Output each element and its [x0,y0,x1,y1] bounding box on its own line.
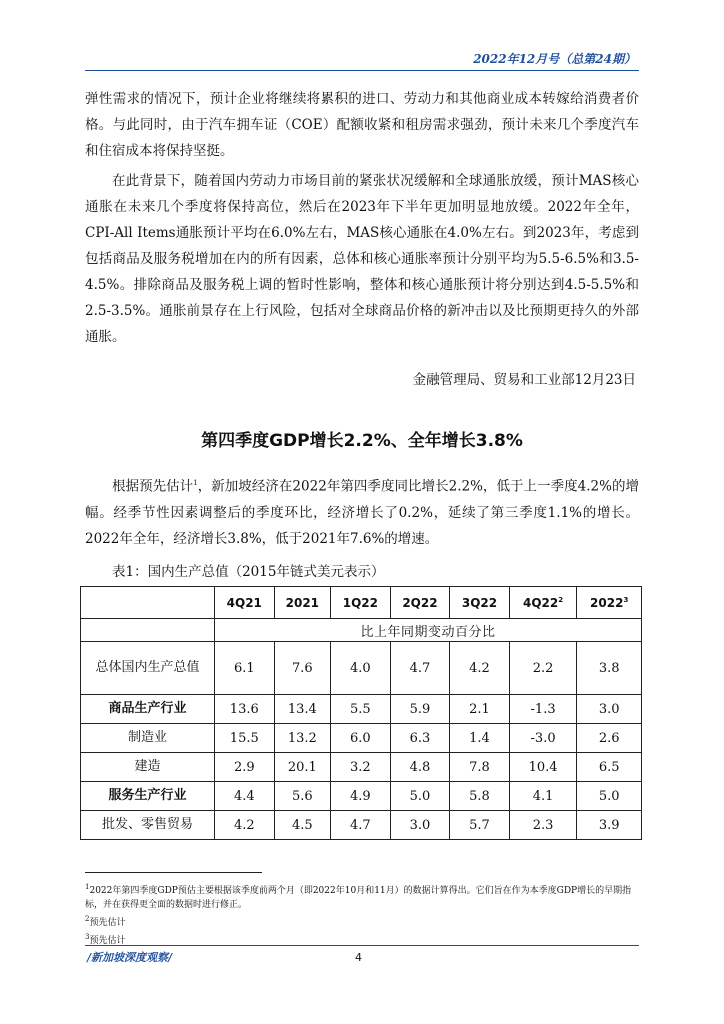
footnote-3: $^3$预先估计 [85,933,126,946]
paragraph-inflation-costs: 弹性需求的情况下，预计企业将继续将累积的进口、劳动力和其他商业成本转嫁给消费者价格。与此同时，由于汽车拥车证（COE）配额收紧和租房需求强劲，预计未来几个季度汽车和住宿成本将保持坚挺。 [85,91,639,159]
table-cell: 4.4 [215,782,275,811]
table-cell: 4.5 [274,811,331,840]
table-cell: 20.1 [274,753,331,782]
publication-brand: /新加坡深度观察/ [87,951,173,964]
footnote-2: $^2$预先估计 [85,915,126,928]
table-cell: 4.2 [215,811,275,840]
table-cell: 6.5 [577,753,642,782]
column-header: 3Q22 [450,587,510,619]
table-row [81,695,642,724]
table-cell: 6.3 [390,724,450,753]
table-cell: 5.0 [577,782,642,811]
table-cell: 5.5 [331,695,391,724]
column-header: 2021 [274,587,331,619]
row-label: 服务生产行业 [81,782,215,811]
table-cell: 4.9 [331,782,391,811]
table-cell: 7.6 [274,642,331,695]
table-cell: 5.9 [390,695,450,724]
table-row [81,642,642,695]
table-cell: 4.2 [450,642,510,695]
table-cell: -3.0 [509,724,577,753]
page-number: 4 [355,951,362,964]
column-header: 2Q22 [390,587,450,619]
table-header-blank [81,587,215,619]
table-cell: 4.7 [331,811,391,840]
paragraph-gdp-summary [85,470,639,552]
table-cell: 3.2 [331,753,391,782]
table-cell: 3.9 [577,811,642,840]
footnote-ref-2: 2 [558,595,564,604]
table-cell: 6.0 [331,724,391,753]
issue-header: 2022年12月号（总第24期） [473,52,636,66]
table-header-row [81,587,642,619]
table-cell: 3.8 [577,642,642,695]
table-cell: 2.3 [509,811,577,840]
footnote-ref-3: 3 [623,595,629,604]
table-cell: 10.4 [509,753,577,782]
footnotes [85,880,645,948]
table-cell: 4.8 [390,753,450,782]
table-cell: 4.1 [509,782,577,811]
column-header: 4Q21 [215,587,275,619]
table-cell: 4.7 [390,642,450,695]
table-cell: 7.8 [450,753,510,782]
gdp-summary-lead: 根据预先估计 [112,478,194,495]
table-caption: 表1：国内生产总值（2015年链式美元表示） [112,564,385,580]
table-cell: -1.3 [509,695,577,724]
column-header: $4Q22^2$ [509,587,577,619]
table-cell: 6.1 [215,642,275,695]
table-cell: 15.5 [215,724,275,753]
table-cell: 2.6 [577,724,642,753]
table-subheader-row [81,619,642,642]
table-row [81,782,642,811]
row-label: 制造业 [81,724,215,753]
table-row [81,753,642,782]
paragraph-inflation-outlook: 在此背景下，随着国内劳动力市场目前的紧张状况缓解和全球通胀放缓，预计MAS核心通胀在未来几个季度将保持高位，然后在2023年下半年更加明显地放缓。2022年全年，CPI-All Items通胀预计平均在6.0%左右，MAS核心通胀在4.0%左右。到2023年，考虑到包括商品及服务税增加在内的所有因素，总体和核心通胀率预计分别平均为5.5-6.5%和3.5-4.5%。排除商品及服务税上调的暂时性影响，整体和核心通胀预计将分别达到4.5-5.5%和2.5-3.5%。通胀前景存在上行风险，包括对全球商品价格的新冲击以及比预期更持久的外部通胀。 [85,173,639,345]
table-cell: 5.6 [274,782,331,811]
table-cell: 5.0 [390,782,450,811]
row-label: 总体国内生产总值 [81,642,215,695]
table-cell: 3.0 [577,695,642,724]
table-cell: 1.4 [450,724,510,753]
table-cell: 2.2 [509,642,577,695]
table-cell: 2.1 [450,695,510,724]
table-row [81,724,642,753]
table-subheader-blank [81,619,215,642]
table-cell: 13.2 [274,724,331,753]
table-cell: 5.7 [450,811,510,840]
row-label: 建造 [81,753,215,782]
table-cell: 2.9 [215,753,275,782]
gdp-summary-rest: ，新加坡经济在2022年第四季度同比增长2.2%，低于上一季度4.2%的增幅。经季节性因素调整后的季度环比，经济增长了0.2%，延续了第三季度1.1%的增长。2022年全年，经济增长3.8%，低于2021年7.6%的增速。 [85,478,640,547]
gdp-table [80,586,642,840]
table-cell: 5.8 [450,782,510,811]
column-header: 2022$^3$ [577,587,642,619]
table-cell: 4.0 [331,642,391,695]
footnote-divider [85,872,262,873]
header-divider [85,70,639,71]
footnote-1: $^1$2022年第四季度GDP预估主要根据该季度前两个月（即2022年10月和11月）的数据计算得出。它们旨在作为本季度GDP增长的早期指标，并在获得更全面的数据时进行修正。 [85,883,632,910]
row-label: 批发、零售贸易 [81,811,215,840]
press-signoff: 金融管理局、贸易和工业部12月23日 [412,372,636,388]
table-cell: 3.0 [390,811,450,840]
footer-divider [85,945,639,946]
row-label: 商品生产行业 [81,695,215,724]
footnote-ref-1: 1 [193,479,198,487]
table-cell: 13.4 [274,695,331,724]
table-subheader: 比上年同期变动百分比 [215,619,642,642]
table-cell: 13.6 [215,695,275,724]
table-row [81,811,642,840]
column-header: 1Q22 [331,587,391,619]
section-title: 第四季度GDP增长2.2%、全年增长3.8% [201,431,523,451]
